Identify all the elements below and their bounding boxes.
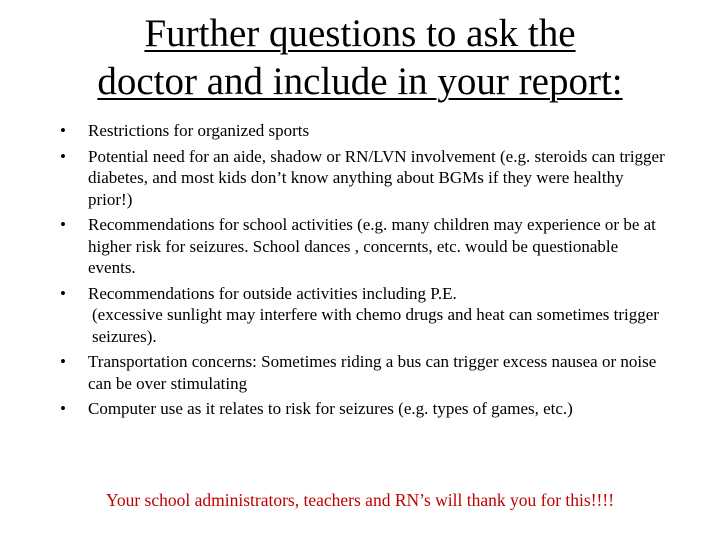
list-item-computer-use: [56, 398, 666, 420]
list-item-text: Potential need for an aide, shadow or RN/LVN involvement (e.g. steroids can trigger diabetes, and most kids don’t know anything about BGMs if they were healthy prior!): [88, 146, 665, 209]
closing-note: Your school administrators, teachers and RN’s will thank you for this!!!!: [105, 490, 615, 510]
bullet-icon: •: [60, 352, 66, 371]
list-item-note: (excessive sunlight may interfere with chemo drugs and heat can sometimes trigger seizures).: [92, 305, 659, 346]
list-item-school-activities: [56, 214, 666, 279]
list-item-text: Restrictions for organized sports: [88, 121, 310, 140]
question-list: [56, 120, 666, 424]
slide-title-line-1: Further questions to ask the: [144, 12, 576, 55]
bullet-icon: •: [60, 121, 66, 140]
bullet-icon: •: [60, 215, 66, 234]
list-item-text: Computer use as it relates to risk for seizures (e.g. types of games, etc.): [88, 399, 573, 418]
bullet-icon: •: [60, 399, 66, 418]
list-item-sports: [56, 120, 666, 142]
list-item-text: Recommendations for outside activities including P.E.: [88, 283, 457, 303]
list-item-transportation: [56, 351, 666, 394]
slide-title-line-2: doctor and include in your report:: [97, 60, 623, 103]
bullet-icon: •: [60, 146, 66, 166]
bullet-icon: •: [60, 283, 66, 303]
slide-title: [0, 10, 720, 106]
list-item-text: Transportation concerns: Sometimes riding a bus can trigger excess nausea or noise can be over stimulating: [88, 352, 657, 393]
list-item-outside-activities: [56, 283, 666, 348]
list-item-text: Recommendations for school activities (e.g. many children may experience or be at higher risk for seizures. School dances , concernts, etc. would be questionable events.: [88, 215, 656, 277]
list-item-aide: [56, 146, 666, 211]
